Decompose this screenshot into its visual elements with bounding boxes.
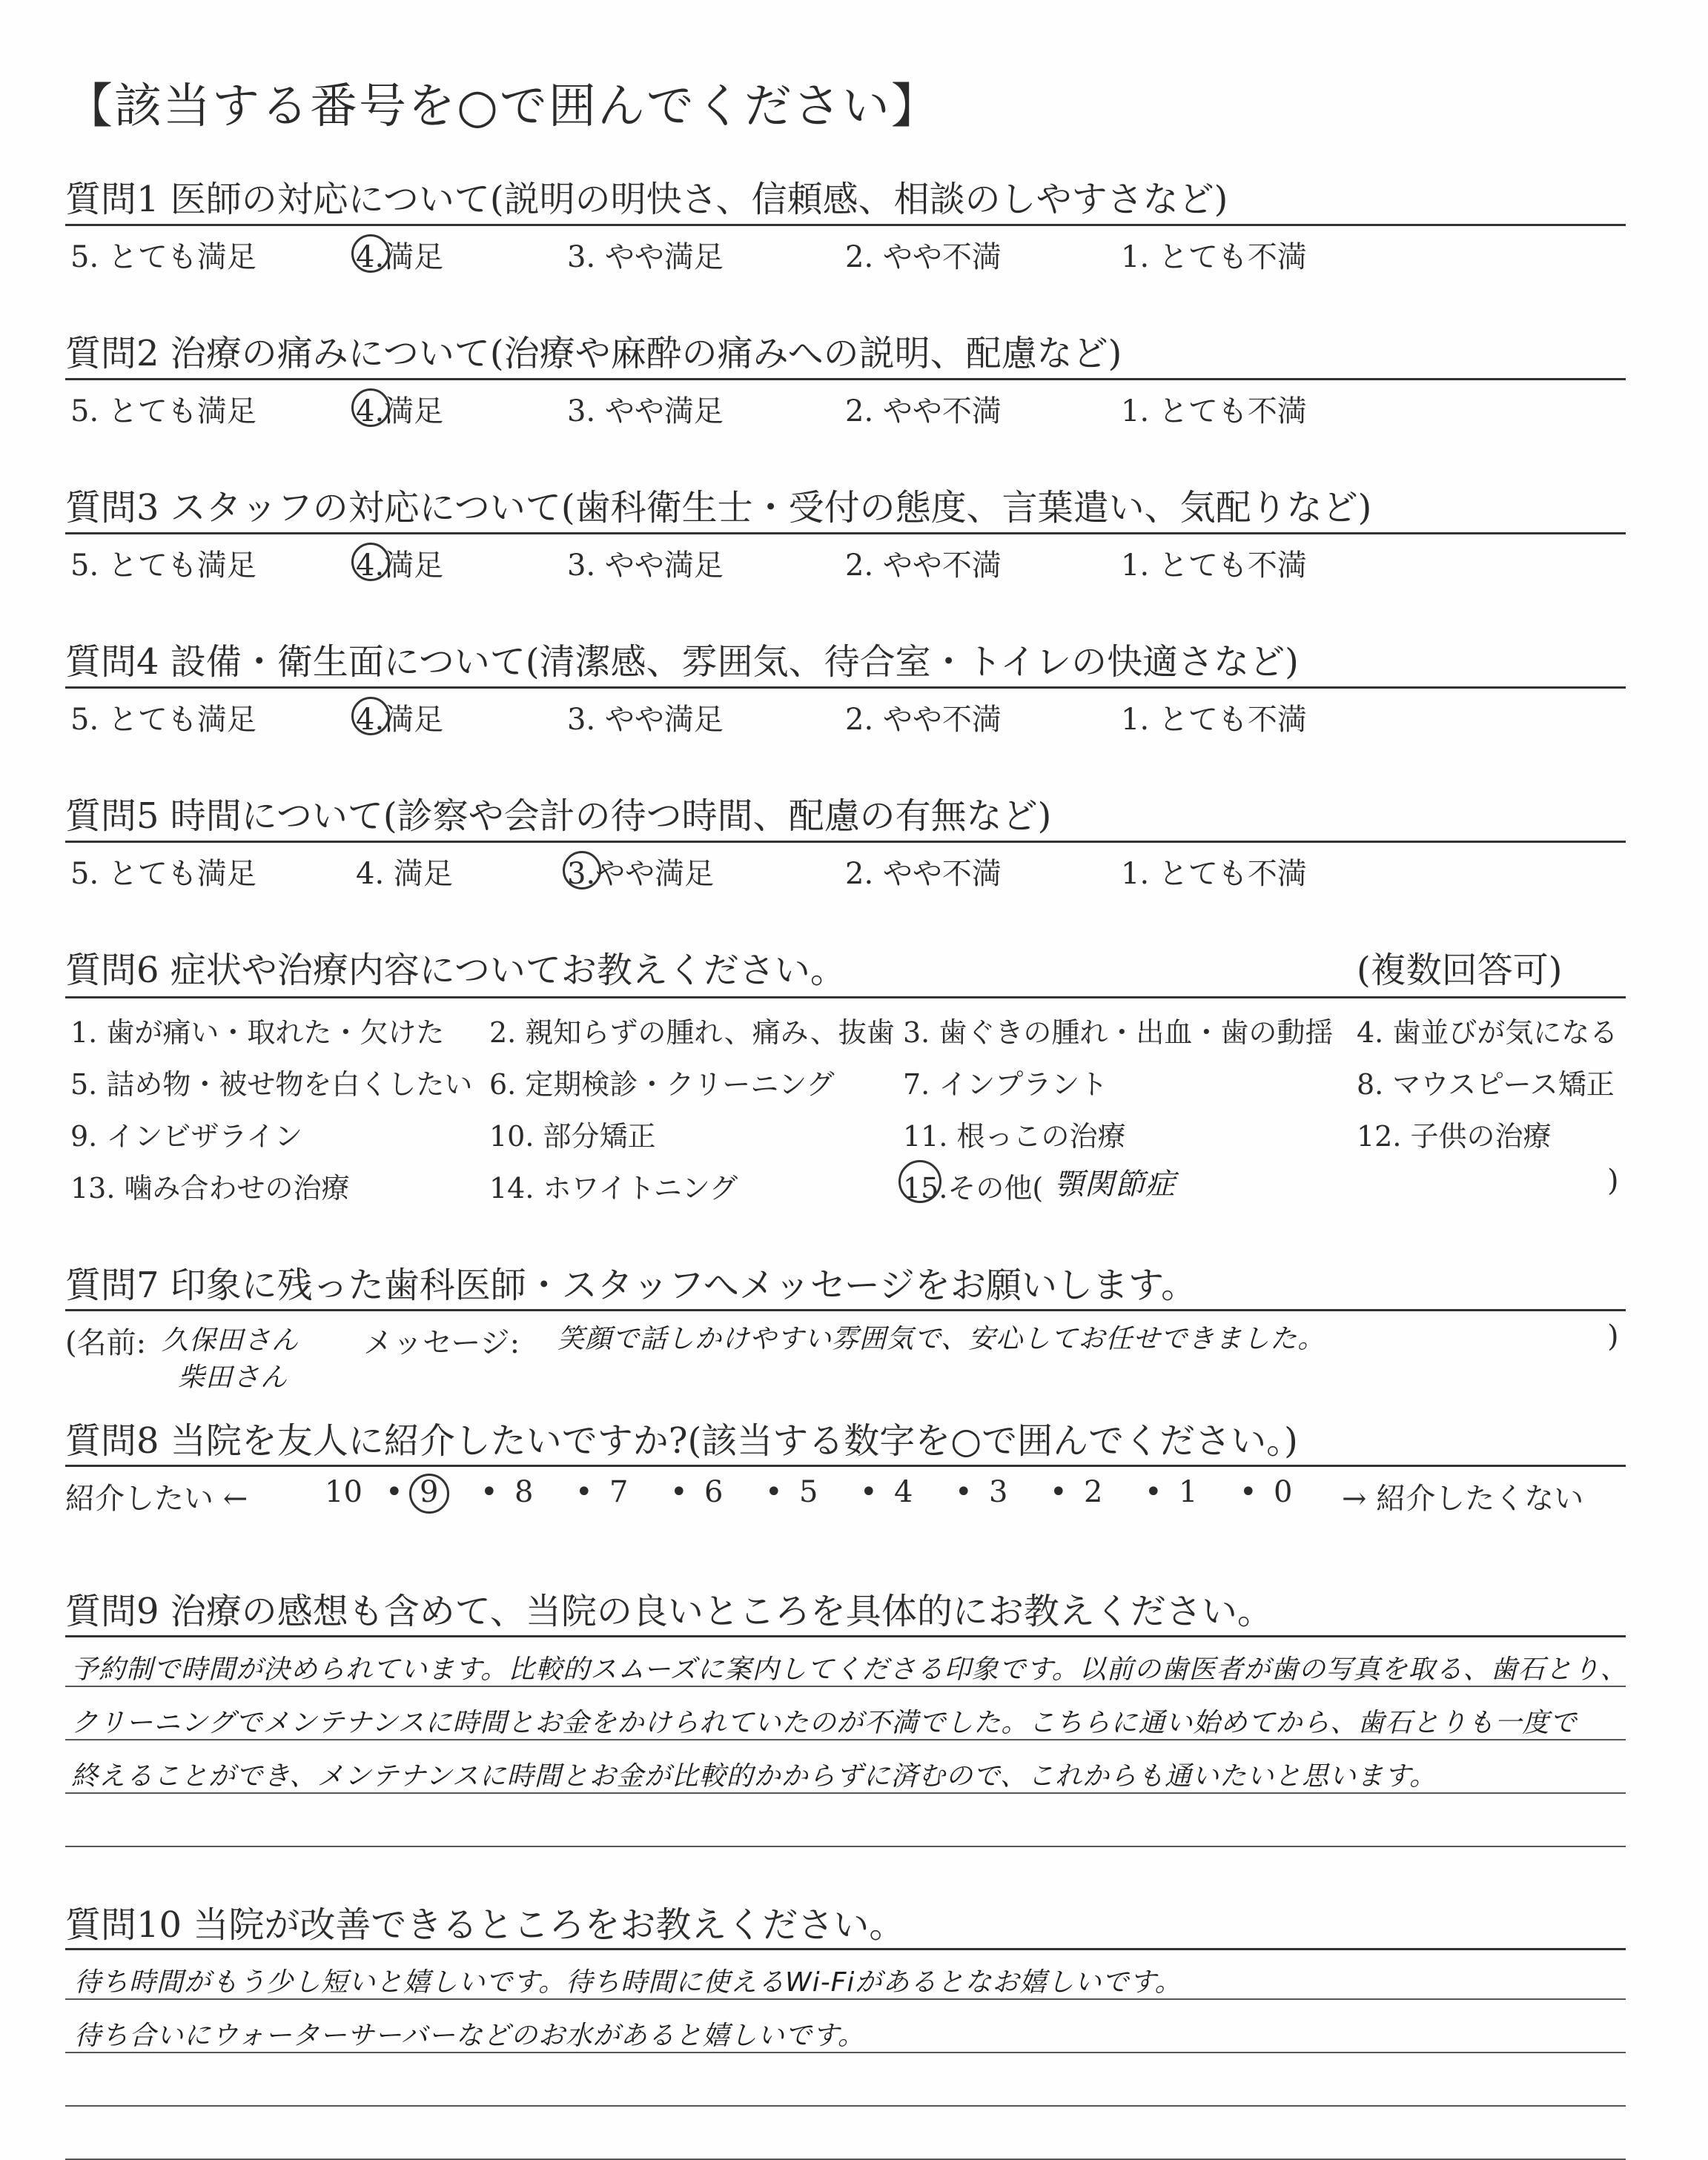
q6-option-9[interactable]: 9. インビザライン [70, 1120, 303, 1153]
q4-option-1[interactable]: 1. とても不満 [1121, 703, 1307, 737]
q2-option-5[interactable]: 5. とても満足 [70, 394, 256, 428]
q8-selected-circle [409, 1474, 449, 1514]
q4-option-3[interactable]: 3. やや満足 [567, 703, 724, 737]
q8-separator-dot: • [480, 1475, 498, 1509]
q6-option-3[interactable]: 3. 歯ぐきの腫れ・出血・歯の動揺 [903, 1016, 1334, 1049]
q1-selected-circle [351, 234, 390, 273]
q3-option-4[interactable]: 4.満足 [356, 549, 444, 583]
q3-option-3[interactable]: 3. やや満足 [567, 549, 724, 583]
q9-line-3: 終えることができ、メンテナンスに時間とお金が比較的かからずに済むので、これからも通いたいと思います。 [71, 1761, 1437, 1792]
q6-option-6[interactable]: 6. 定期検診・クリーニング [489, 1068, 835, 1101]
q7-close-paren: ) [1607, 1319, 1619, 1354]
q10-rule [65, 1948, 1626, 1950]
q8-left-label: 紹介したい ← [65, 1482, 248, 1516]
q1-rule [65, 224, 1626, 226]
q2-option-4[interactable]: 4.満足 [356, 394, 444, 428]
q10-line-rule [65, 2105, 1626, 2107]
q8-separator-dot: • [575, 1475, 593, 1509]
q3-rule [65, 532, 1626, 534]
q8-scale-7[interactable]: 7 [609, 1475, 629, 1509]
q6-option-14[interactable]: 14. ホワイトニング [489, 1172, 738, 1205]
q8-scale-0[interactable]: 0 [1274, 1475, 1293, 1509]
q7-name-1: 久保田さん [162, 1325, 299, 1356]
q2-selected-circle [351, 388, 390, 427]
q8-scale-8[interactable]: 8 [514, 1475, 534, 1509]
q6-close-paren: ) [1607, 1164, 1619, 1198]
q8-scale-5[interactable]: 5 [799, 1475, 818, 1509]
q8-separator-dot: • [1050, 1475, 1068, 1509]
q1-option-4[interactable]: 4.満足 [356, 240, 444, 274]
q5-option-5[interactable]: 5. とても満足 [70, 857, 256, 891]
q6-option-8[interactable]: 8. マウスピース矯正 [1357, 1068, 1615, 1101]
q3-option-5[interactable]: 5. とても満足 [70, 549, 256, 583]
q8-scale-3[interactable]: 3 [989, 1475, 1008, 1509]
q6-option-15[interactable]: 15.その他( [903, 1172, 1044, 1205]
q8-heading: 質問8 当院を友人に紹介したいですか?(該当する数字を○で囲んでください。) [65, 1420, 1298, 1462]
q4-selected-circle [351, 697, 390, 735]
q8-scale-2[interactable]: 2 [1084, 1475, 1103, 1509]
q7-message: 笑顔で話しかけやすい雰囲気で、安心してお任せできました。 [557, 1324, 1325, 1354]
q8-rule [65, 1465, 1626, 1467]
q8-scale-9[interactable]: 9 [420, 1475, 439, 1509]
q4-option-2[interactable]: 2. やや不満 [845, 703, 1002, 737]
q10-heading: 質問10 当院が改善できるところをお教えください。 [65, 1904, 905, 1946]
q6-other-answer: 顎関節症 [1054, 1167, 1176, 1202]
q6-option-7[interactable]: 7. インプラント [903, 1068, 1108, 1101]
q9-line-1: 予約制で時間が決められています。比較的スムーズに案内してくださる印象です。以前の歯医者が歯の写真を取る、歯石とり、 [71, 1654, 1628, 1685]
q3-option-1[interactable]: 1. とても不満 [1121, 549, 1307, 583]
q5-option-4[interactable]: 4. 満足 [356, 857, 453, 891]
q7-name-label: (名前: [65, 1326, 147, 1360]
q8-scale-10[interactable]: 10 [325, 1475, 363, 1509]
q8-scale-1[interactable]: 1 [1179, 1475, 1198, 1509]
page-title: 【該当する番号を○で囲んでください】 [65, 79, 940, 134]
q1-option-2[interactable]: 2. やや不満 [845, 240, 1002, 274]
q6-heading: 質問6 症状や治療内容についてお教えください。 [65, 950, 846, 991]
q4-option-5[interactable]: 5. とても満足 [70, 703, 256, 737]
q6-rule [65, 996, 1626, 998]
q2-heading: 質問2 治療の痛みについて(治療や麻酔の痛みへの説明、配慮など) [65, 333, 1122, 374]
q1-option-1[interactable]: 1. とても不満 [1121, 240, 1307, 274]
q8-separator-dot: • [385, 1475, 403, 1509]
q9-rule [65, 1635, 1626, 1637]
q5-selected-circle [563, 851, 601, 889]
q9-line-rule [65, 1846, 1626, 1847]
q5-option-1[interactable]: 1. とても不満 [1121, 857, 1307, 891]
q6-note: (複数回答可) [1357, 950, 1563, 991]
q3-option-2[interactable]: 2. やや不満 [845, 549, 1002, 583]
q2-rule [65, 378, 1626, 380]
q8-separator-dot: • [765, 1475, 783, 1509]
q1-option-5[interactable]: 5. とても満足 [70, 240, 256, 274]
q8-right-label: → 紹介したくない [1342, 1482, 1584, 1516]
q7-rule [65, 1309, 1626, 1311]
q1-heading: 質問1 医師の対応について(説明の明快さ、信頼感、相談のしやすさなど) [65, 179, 1228, 220]
q5-rule [65, 841, 1626, 843]
q7-heading: 質問7 印象に残った歯科医師・スタッフへメッセージをお願いします。 [65, 1265, 1197, 1306]
q10-line-2: 待ち合いにウォーターサーバーなどのお水があると嬉しいです。 [74, 2021, 865, 2051]
q5-option-3[interactable]: 3.やや満足 [567, 857, 715, 891]
q5-option-2[interactable]: 2. やや不満 [845, 857, 1002, 891]
q8-separator-dot: • [955, 1475, 973, 1509]
q7-message-label: メッセージ: [363, 1326, 520, 1360]
q8-separator-dot: • [670, 1475, 688, 1509]
q6-option-10[interactable]: 10. 部分矯正 [489, 1120, 656, 1153]
q10-line-1: 待ち時間がもう少し短いと嬉しいです。待ち時間に使えるWi-Fiがあるとなお嬉しいです。 [74, 1967, 1182, 1998]
q4-rule [65, 686, 1626, 689]
q4-option-4[interactable]: 4.満足 [356, 703, 444, 737]
q6-option-1[interactable]: 1. 歯が痛い・取れた・欠けた [70, 1016, 445, 1049]
q5-heading: 質問5 時間について(診察や会計の待つ時間、配慮の有無など) [65, 795, 1052, 837]
q1-option-3[interactable]: 3. やや満足 [567, 240, 724, 274]
q2-option-1[interactable]: 1. とても不満 [1121, 394, 1307, 428]
q7-name-2: 柴田さん [178, 1362, 288, 1393]
q6-option-2[interactable]: 2. 親知らずの腫れ、痛み、抜歯 [489, 1016, 895, 1049]
q6-option-13[interactable]: 13. 噛み合わせの治療 [70, 1172, 350, 1205]
q8-separator-dot: • [860, 1475, 878, 1509]
q8-separator-dot: • [1145, 1475, 1162, 1509]
q8-scale-6[interactable]: 6 [704, 1475, 724, 1509]
q8-scale-4[interactable]: 4 [894, 1475, 913, 1509]
q2-option-3[interactable]: 3. やや満足 [567, 394, 724, 428]
q3-selected-circle [351, 543, 390, 581]
q6-option-4[interactable]: 4. 歯並びが気になる [1357, 1016, 1618, 1049]
q8-separator-dot: • [1239, 1475, 1257, 1509]
q6-option-5[interactable]: 5. 詰め物・被せ物を白くしたい [70, 1068, 473, 1101]
q3-heading: 質問3 スタッフの対応について(歯科衛生士・受付の態度、言葉遣い、気配りなど) [65, 487, 1372, 529]
q6-option-11[interactable]: 11. 根っこの治療 [903, 1120, 1126, 1153]
q9-line-2: クリーニングでメンテナンスに時間とお金をかけられていたのが不満でした。こちらに通い始めてから、歯石とりも一度で [71, 1708, 1578, 1738]
q6-option-12[interactable]: 12. 子供の治療 [1357, 1120, 1552, 1153]
q9-heading: 質問9 治療の感想も含めて、当院の良いところを具体的にお教えください。 [65, 1591, 1273, 1632]
q2-option-2[interactable]: 2. やや不満 [845, 394, 1002, 428]
q4-heading: 質問4 設備・衛生面について(清潔感、雰囲気、待合室・トイレの快適さなど) [65, 641, 1299, 683]
q6-selected-circle [898, 1160, 941, 1203]
